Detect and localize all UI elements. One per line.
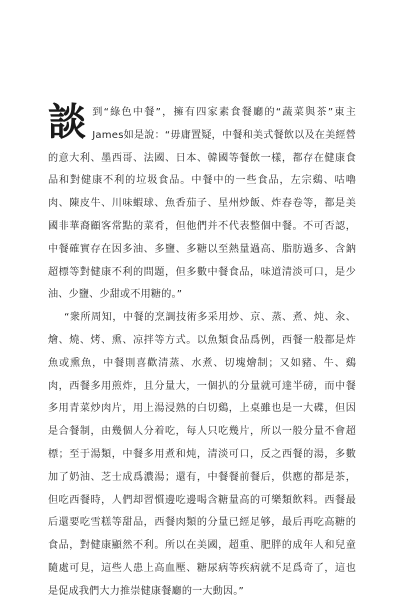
paragraph-1-text: 到“綠色中餐”，擁有四家素食餐廳的“蔬菜與茶”東主James如是說：“毋庸置疑，中餐和美式餐飲以及在美經營的意大利、墨西哥、法國、日本、韓國等餐飲一樣，都存在健康食品和對健康不利的垃圾食品。中餐中的一些食品，左宗鷄、咕嚕肉、陳皮牛、川味蝦球、魚香茄子、星州炒飯、炸春卷等，都是美國非華裔顧客常點的菜肴，但他們并不代表整個中餐。不可否認，中餐確實存在因多油、多鹽、多糖以至熱量過高、脂肪過多、含鈉超標等對健康不利的問題，但多數中餐食品，味道清淡可口，是少油、少鹽、少甜或不用糖的。”	[48, 107, 356, 301]
dropcap-character: 談	[48, 99, 87, 144]
article-paragraph-1	[48, 99, 356, 307]
article-body	[48, 99, 356, 604]
article-paragraph-2: “衆所周知，中餐的烹調技術多采用炒、京、蒸、煮、炖、汆、燴、燒、烤、熏、凉拌等方式。以魚類食品爲例，西餐一般都是炸魚或熏魚，中餐則喜歡清蒸、水煮、切塊燴制；又如豬、牛、鷄肉，西餐多用煎炸，且分量大，一個扒的分量就可達半磅，而中餐多用青菜炒肉片，用上湯浸熟的白切鷄，上桌雖也是一大碟，但因是合餐制，由幾個人分着吃，每人只吃幾片，所以一般分量不會超標；至于湯類，中餐多用煮和炖，清淡可口，反之西餐的湯，多數加了奶油、芝士成爲濃湯；還有，中餐餐前餐后，供應的都是茶，但吃西餐時，人們却習慣邊吃邊喝含糖量高的可樂類飲料。西餐最后還要吃雪糕等甜品，西餐肉類的分量已經足够，最后再吃高糖的食品，對健康顯然不利。所以在美國，超重、肥胖的成年人和兒童隨處可見，這些人患上高血壓、糖尿病等疾病就不足爲奇了，這也是促成我們大力推崇健康餐廳的一大動因。”	[48, 312, 356, 597]
